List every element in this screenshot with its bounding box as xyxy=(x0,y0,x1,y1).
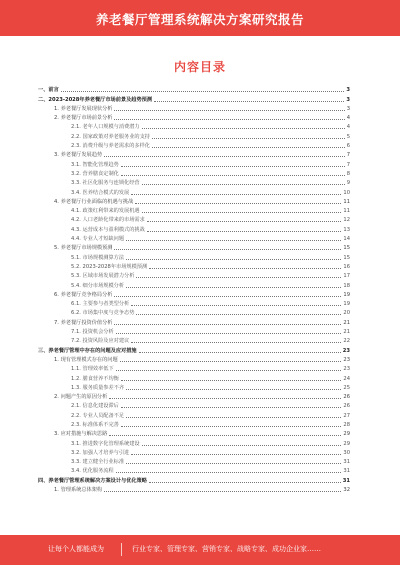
toc-page-number: 10 xyxy=(343,189,350,196)
toc-page-number: 21 xyxy=(343,329,350,336)
toc-entry-label: 1.1. 管理效率低下 xyxy=(71,366,114,373)
toc-entry[interactable] xyxy=(38,354,350,363)
toc-entry[interactable] xyxy=(38,279,350,288)
toc-page-number: 7 xyxy=(346,152,350,159)
toc-entry-label: 3.3. 社区化服务与连锁化经营 xyxy=(71,180,140,187)
toc-leader-dots xyxy=(149,481,341,483)
toc-entry[interactable] xyxy=(38,223,350,232)
toc-entry-label: 5.2. 2023-2028年市场规模预测 xyxy=(71,263,148,270)
toc-page-number: 3 xyxy=(346,96,350,103)
toc-leader-dots xyxy=(149,267,341,269)
toc-page-number: 4 xyxy=(346,124,350,131)
toc-entry-label: 3. 应对措施与解决思路 xyxy=(54,431,108,438)
toc-page-number: 22 xyxy=(343,338,350,345)
toc-page-number: 23 xyxy=(343,356,350,363)
toc-page-number: 31 xyxy=(343,459,350,466)
toc-page-number: 23 xyxy=(343,366,350,373)
toc-entry-label: 2.2. 专业人员配备不足 xyxy=(71,412,125,419)
toc-leader-dots xyxy=(131,341,341,343)
toc-leader-dots xyxy=(114,118,344,120)
toc-page-number: 13 xyxy=(343,226,350,233)
toc-leader-dots xyxy=(147,220,342,222)
toc-entry-label: 四、养老餐厅管理系统解决方案设计与优化策略 xyxy=(38,477,147,484)
toc-leader-dots xyxy=(109,434,341,436)
toc-leader-dots xyxy=(152,137,345,139)
toc-leader-dots xyxy=(126,462,341,464)
toc-page-number: 28 xyxy=(343,421,350,428)
toc-entry-label: 7. 养老餐厅投资价值分析 xyxy=(54,319,113,326)
toc-entry-label: 3.4. 优化服务流程 xyxy=(71,468,114,475)
toc-leader-dots xyxy=(116,332,342,334)
toc-entry-label: 2.1. 信息化建设滞后 xyxy=(71,403,119,410)
toc-leader-dots xyxy=(120,360,342,362)
toc-entry-label: 2.2. 国家政策对养老服务业的支持 xyxy=(71,133,150,140)
toc-page-number: 29 xyxy=(343,431,350,438)
toc-entry-label: 7.2. 投资风险及应对建议 xyxy=(71,338,130,345)
toc-page-number: 18 xyxy=(343,282,350,289)
toc-page-number: 3 xyxy=(346,105,350,112)
toc-page-number: 8 xyxy=(346,170,350,177)
toc-entry-label: 2.3. 标准体系不完善 xyxy=(71,421,119,428)
toc-leader-dots xyxy=(142,444,342,446)
toc-entry[interactable] xyxy=(38,149,350,158)
toc-entry[interactable] xyxy=(38,409,350,418)
toc-page-number: 9 xyxy=(346,180,350,187)
toc-entry[interactable] xyxy=(38,186,350,195)
toc-entry[interactable] xyxy=(38,261,350,270)
toc-page-number: 27 xyxy=(343,412,350,419)
toc-leader-dots xyxy=(104,155,345,157)
toc-entry[interactable] xyxy=(38,121,350,130)
toc-entry[interactable] xyxy=(38,233,350,242)
toc-leader-dots xyxy=(121,425,342,427)
toc-page-number: 26 xyxy=(343,403,350,410)
toc-entry[interactable] xyxy=(38,130,350,139)
toc-entry[interactable] xyxy=(38,307,350,316)
toc-leader-dots xyxy=(116,471,342,473)
toc-entry[interactable] xyxy=(38,140,350,149)
toc-leader-dots xyxy=(131,193,341,195)
toc-leader-dots xyxy=(154,100,344,102)
toc-entry[interactable] xyxy=(38,382,350,391)
toc-chapter[interactable] xyxy=(38,344,350,353)
toc-page-number: 31 xyxy=(343,468,350,475)
toc-leader-dots xyxy=(142,183,345,185)
toc-leader-dots xyxy=(142,211,342,213)
toc-entry[interactable] xyxy=(38,103,350,112)
toc-entry[interactable] xyxy=(38,484,350,493)
toc-entry[interactable] xyxy=(38,158,350,167)
toc-page-number: 12 xyxy=(343,217,350,224)
toc-leader-dots xyxy=(126,258,341,260)
toc-title: 内容目录 xyxy=(173,60,226,74)
toc-entry[interactable] xyxy=(38,335,350,344)
toc-entry[interactable] xyxy=(38,456,350,465)
footer-divider xyxy=(121,543,122,556)
toc-entry[interactable] xyxy=(38,391,350,400)
toc-entry-label: 1. 现有管理模式存在的问题 xyxy=(54,356,118,363)
toc-entry[interactable] xyxy=(38,363,350,372)
toc-entry[interactable] xyxy=(38,270,350,279)
toc-leader-dots xyxy=(121,406,342,408)
toc-page-number: 29 xyxy=(343,440,350,447)
toc-leader-dots xyxy=(126,388,341,390)
toc-entry-label: 3.1. 智能化管理趋势 xyxy=(71,161,119,168)
toc-leader-dots xyxy=(109,397,341,399)
toc-entry-label: 二、2023-2028年养老餐厅市场前景及趋势预测 xyxy=(38,96,153,103)
toc-entry[interactable] xyxy=(38,214,350,223)
toc-entry-label: 3.1. 推进数字化管理系统建设 xyxy=(71,440,140,447)
footer-tagline: 行业专家、管理专家、营销专家、战略专家、成功企业家…… xyxy=(132,545,321,553)
toc-page-number: 31 xyxy=(342,477,350,484)
toc-page-number: 24 xyxy=(343,375,350,382)
toc-entry-label: 2.3. 消费升级与养老需求的多样化 xyxy=(71,143,150,150)
toc-page-number: 11 xyxy=(343,208,350,215)
toc-entry-label: 一、前言 xyxy=(38,87,59,94)
toc-entry-label: 3.3. 建立健全行业标准 xyxy=(71,459,125,466)
toc-leader-dots xyxy=(142,127,345,129)
toc-leader-dots xyxy=(135,202,341,204)
toc-page-number: 3 xyxy=(346,87,350,94)
toc-page-number: 11 xyxy=(343,198,350,205)
toc-leader-dots xyxy=(152,146,345,148)
toc-entry-label: 1.2. 膳食营养不均衡 xyxy=(71,375,119,382)
toc-entry[interactable] xyxy=(38,326,350,335)
toc-page-number: 17 xyxy=(343,273,350,280)
toc-entry[interactable] xyxy=(38,168,350,177)
toc-entry[interactable] xyxy=(38,112,350,121)
toc-chapter[interactable] xyxy=(38,93,350,102)
toc-entry-label: 7.1. 投资机会分析 xyxy=(71,329,114,336)
toc-entry-label: 三、养老餐厅管理中存在的问题及应对措施 xyxy=(38,347,137,354)
toc-entry[interactable] xyxy=(38,372,350,381)
toc-entry-label: 1. 养老餐厅发展现状分析 xyxy=(54,105,113,112)
toc-leader-dots xyxy=(114,295,341,297)
toc-entry[interactable] xyxy=(38,437,350,446)
toc-leader-dots xyxy=(114,323,341,325)
toc-entry[interactable] xyxy=(38,316,350,325)
toc-entry-label: 4.2. 人口老龄化带来的市场需求 xyxy=(71,217,145,224)
toc-entry[interactable] xyxy=(38,196,350,205)
toc-entry[interactable] xyxy=(38,447,350,456)
toc-page-number: 14 xyxy=(343,236,350,243)
report-title: 养老餐厅管理系统解决方案研究报告 xyxy=(95,12,304,27)
toc-entry-label: 4.4. 专业人才短缺问题 xyxy=(71,236,125,243)
toc-leader-dots xyxy=(131,453,341,455)
toc-page-number: 26 xyxy=(343,394,350,401)
toc-page-number: 32 xyxy=(343,487,350,494)
toc-page-number: 20 xyxy=(343,310,350,317)
toc-entry-label: 6. 养老餐厅竞争格局分析 xyxy=(54,291,113,298)
toc-entry-label: 3. 养老餐厅发展趋势 xyxy=(54,152,103,159)
page-footer-banner xyxy=(0,535,400,565)
toc-entry-label: 2.1. 老年人口规模与消费潜力 xyxy=(71,124,140,131)
toc-entry[interactable] xyxy=(38,205,350,214)
toc-entry-label: 3.2. 加强人才培养与引进 xyxy=(71,449,130,456)
toc-entry[interactable] xyxy=(38,400,350,409)
toc-page-number: 15 xyxy=(343,245,350,252)
toc-leader-dots xyxy=(126,239,341,241)
toc-entry[interactable] xyxy=(38,289,350,298)
toc-entry[interactable] xyxy=(38,419,350,428)
toc-page-number: 4 xyxy=(346,115,350,122)
page-header-banner xyxy=(0,0,400,36)
toc-leader-dots xyxy=(114,109,344,111)
toc-entry-label: 3.2. 营养膳食定制化 xyxy=(71,170,119,177)
toc-page-number: 7 xyxy=(346,161,350,168)
toc-entry-label: 1. 管理系统总体架构 xyxy=(54,487,103,494)
toc-leader-dots xyxy=(136,276,341,278)
toc-leader-dots xyxy=(131,304,341,306)
toc-leader-dots xyxy=(139,351,341,353)
toc-entry-label: 5. 养老餐厅市场规模预测 xyxy=(54,245,113,252)
toc-entry[interactable] xyxy=(38,242,350,251)
toc-entry-label: 6.1. 主要参与者类型分析 xyxy=(71,301,130,308)
toc-page-number: 19 xyxy=(343,301,350,308)
toc-page-number: 30 xyxy=(343,449,350,456)
toc-entry-label: 5.4. 细分市场规模分析 xyxy=(71,282,125,289)
toc-leader-dots xyxy=(104,490,341,492)
toc-entry-label: 4.3. 运营成本与盈利模式的挑战 xyxy=(71,226,145,233)
toc-page-number: 19 xyxy=(343,291,350,298)
toc-entry-label: 4. 养老餐厅行业面临的机遇与挑战 xyxy=(54,198,134,205)
toc-page-number: 21 xyxy=(343,319,350,326)
toc-entry[interactable] xyxy=(38,428,350,437)
toc-entry-label: 5.3. 区域市场发展潜力分析 xyxy=(71,273,135,280)
toc-entry-label: 5.1. 市场规模测算方法 xyxy=(71,254,125,261)
toc-entry[interactable] xyxy=(38,177,350,186)
toc-entry-label: 2. 养老餐厅市场前景分析 xyxy=(54,115,113,122)
toc-page-number: 23 xyxy=(342,347,350,354)
toc-page-number: 15 xyxy=(343,254,350,261)
toc-leader-dots xyxy=(121,174,345,176)
toc-leader-dots xyxy=(116,369,342,371)
toc-entry-label: 3.4. 医养结合模式的发展 xyxy=(71,189,130,196)
toc-leader-dots xyxy=(136,313,341,315)
toc-page-number: 16 xyxy=(343,263,350,270)
toc-leader-dots xyxy=(61,90,345,92)
toc-entry[interactable] xyxy=(38,298,350,307)
toc-entry-label: 4.1. 政策红利带来的发展机遇 xyxy=(71,208,140,215)
toc-entry[interactable] xyxy=(38,251,350,260)
toc-leader-dots xyxy=(121,379,342,381)
toc-leader-dots xyxy=(114,248,341,250)
toc-leader-dots xyxy=(126,416,341,418)
toc-page-number: 6 xyxy=(346,143,350,150)
footer-slogan: 让每个人都能成为 xyxy=(48,545,104,553)
toc-leader-dots xyxy=(126,286,341,288)
toc-entry-label: 6.2. 市场集中度与竞争态势 xyxy=(71,310,135,317)
toc-entry-label: 1.3. 服务质量参差不齐 xyxy=(71,384,125,391)
toc-chapter[interactable] xyxy=(38,84,350,93)
toc-page-number: 25 xyxy=(343,384,350,391)
toc-entry[interactable] xyxy=(38,465,350,474)
toc-list xyxy=(38,84,350,493)
toc-leader-dots xyxy=(147,230,342,232)
toc-page-number: 5 xyxy=(346,133,350,140)
toc-leader-dots xyxy=(121,165,345,167)
toc-entry-label: 2. 问题产生的原因分析 xyxy=(54,394,108,401)
toc-chapter[interactable] xyxy=(38,474,350,483)
